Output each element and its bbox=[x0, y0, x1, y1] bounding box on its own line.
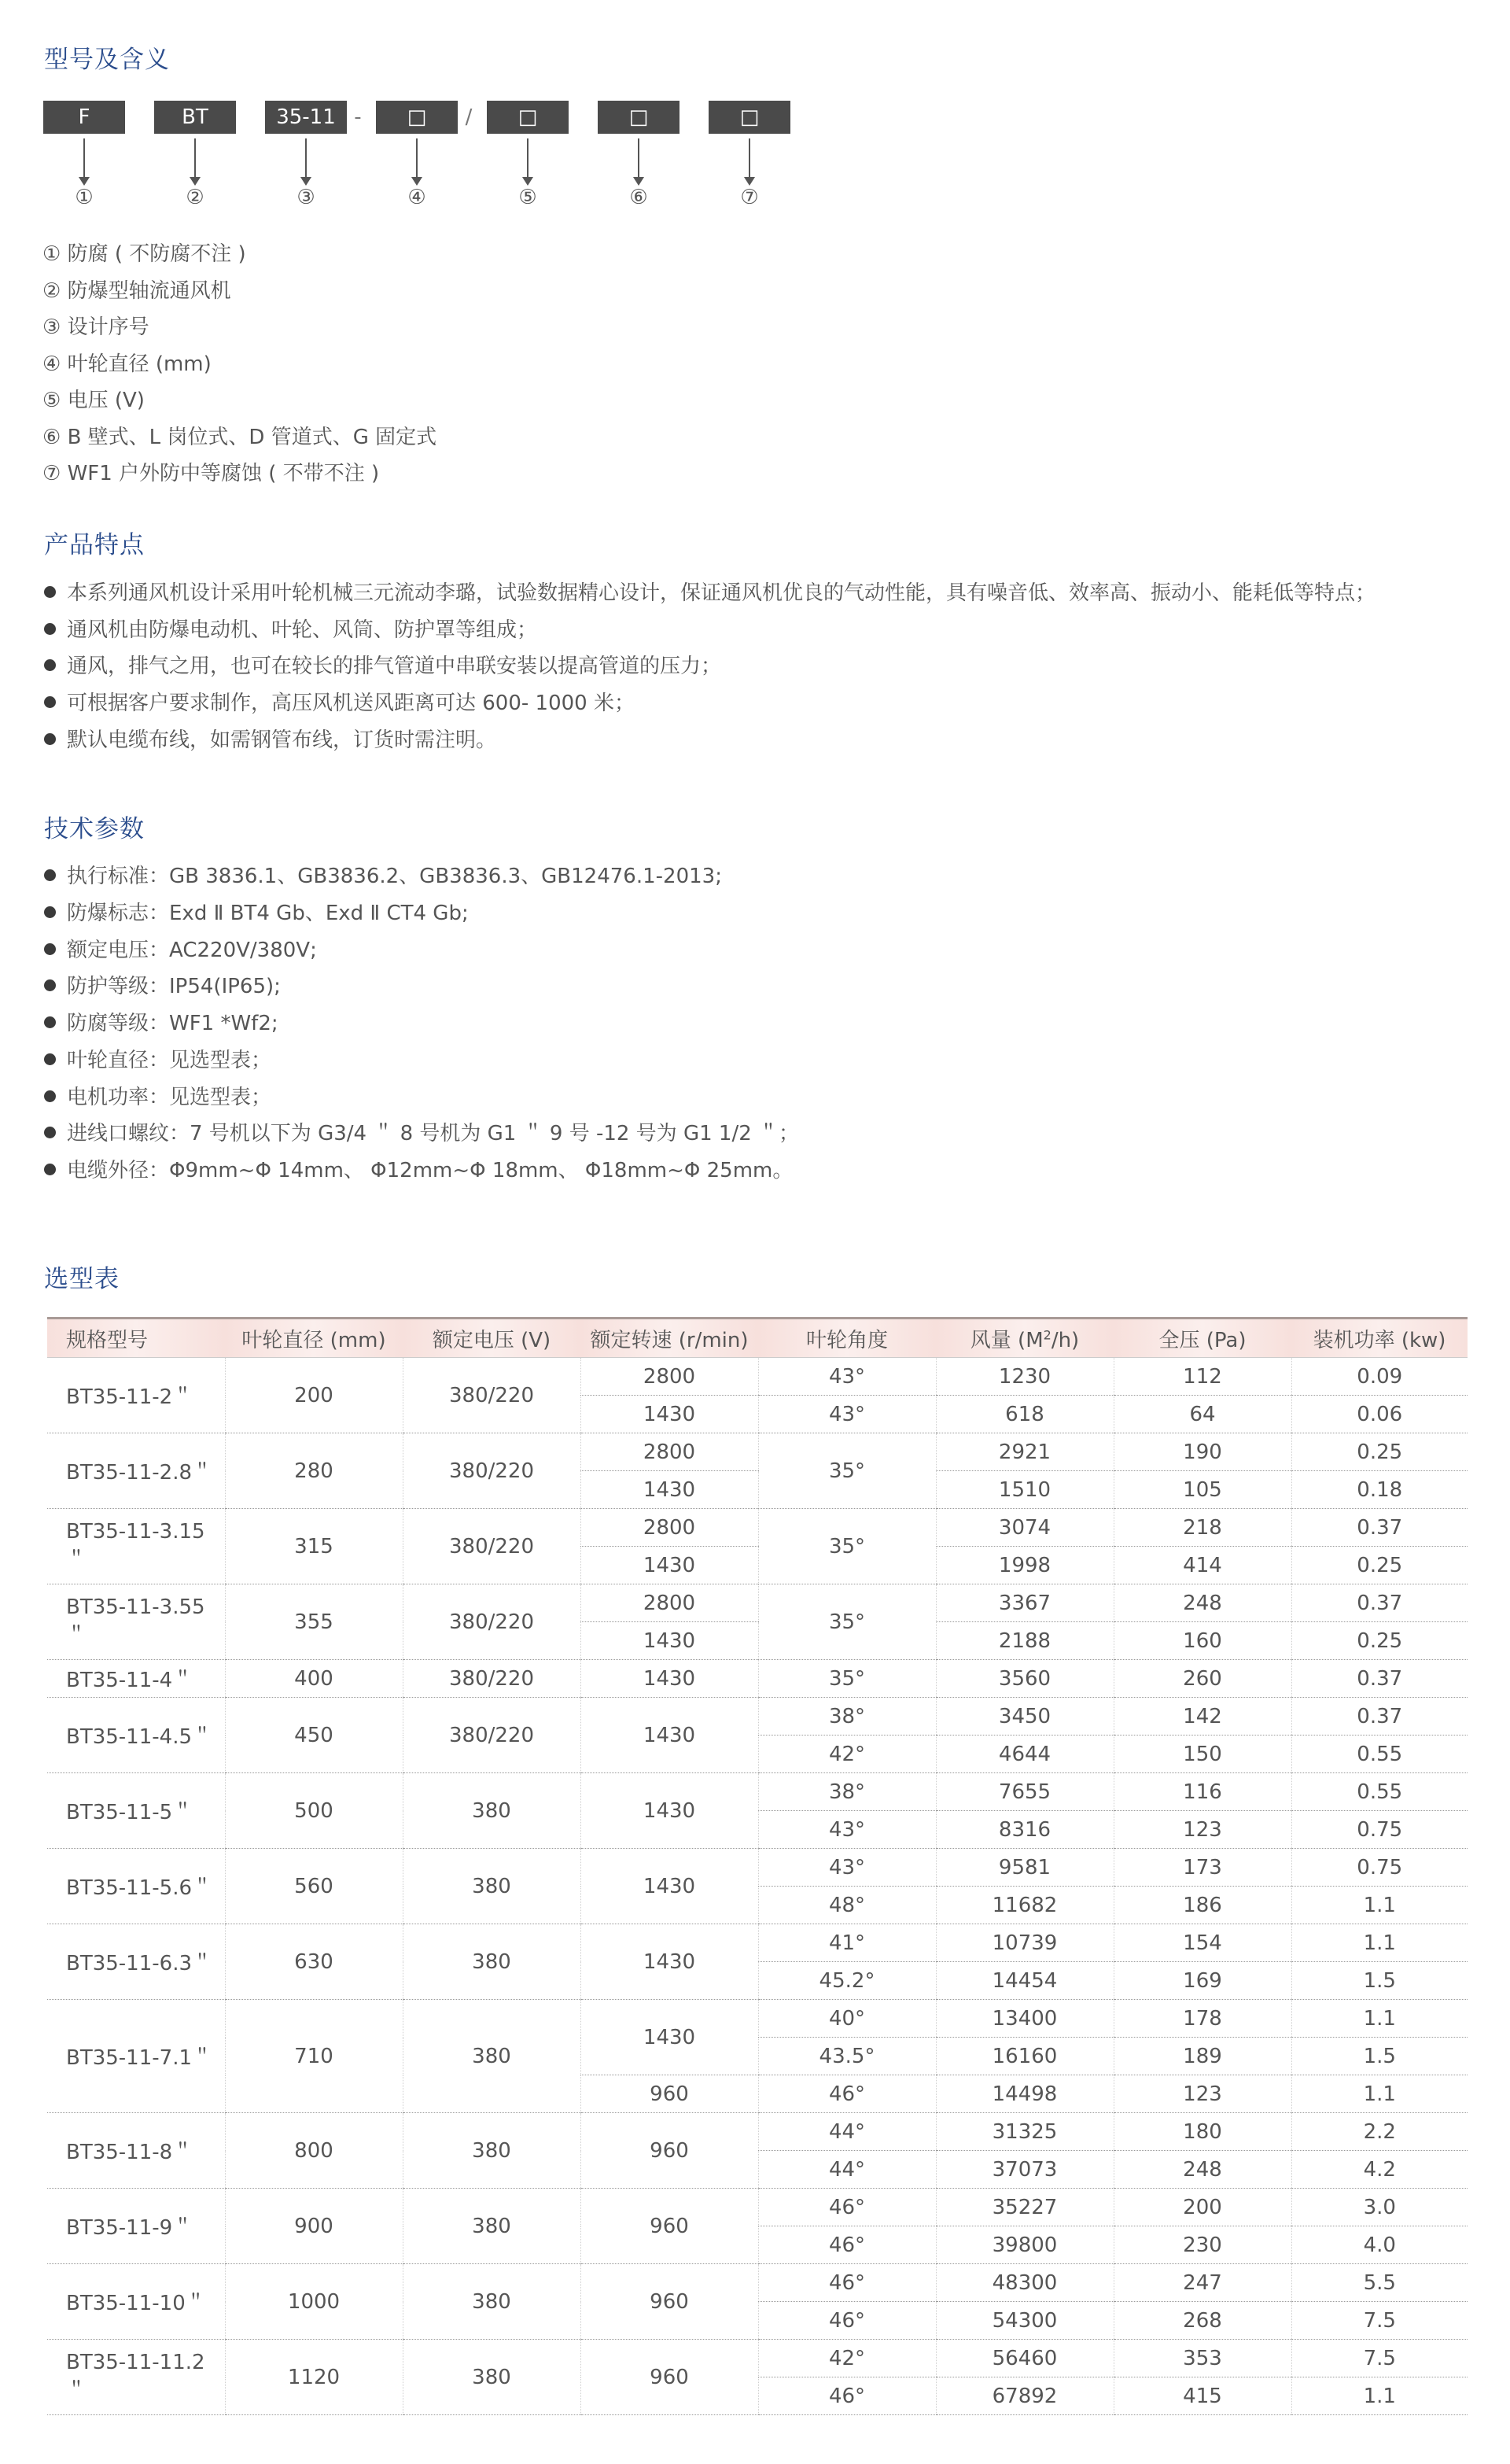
header-angle: 叶轮角度 bbox=[758, 1319, 936, 1358]
cell-model: BT35-11-6.3＂ bbox=[47, 1924, 225, 2000]
code-number: ③ bbox=[296, 186, 315, 209]
cell-pressure: 116 bbox=[1114, 1773, 1291, 1811]
cell-angle: 43° bbox=[758, 1811, 936, 1849]
table-row bbox=[47, 1584, 1468, 1622]
code-number: ④ bbox=[407, 186, 426, 209]
header-model: 规格型号 bbox=[47, 1319, 225, 1358]
cell-speed: 960 bbox=[580, 2340, 758, 2415]
cell-model: BT35-11-2＂ bbox=[47, 1358, 225, 1433]
spec-item: 额定电压：AC220V/380V; bbox=[44, 932, 799, 969]
cell-diameter: 800 bbox=[225, 2113, 403, 2189]
cell-airflow: 10739 bbox=[936, 1924, 1114, 1962]
cell-airflow: 56460 bbox=[936, 2340, 1114, 2377]
code-box-type: □ bbox=[598, 101, 680, 134]
spec-item: 电缆外径：Φ9mm~Φ 14mm、 Φ12mm~Φ 18mm、 Φ18mm~Φ 25mm。 bbox=[44, 1153, 799, 1190]
cell-voltage: 380/220 bbox=[403, 1433, 580, 1509]
cell-angle: 43° bbox=[758, 1358, 936, 1396]
cell-angle: 38° bbox=[758, 1698, 936, 1735]
cell-model: BT35-11-11.2＂ bbox=[47, 2340, 225, 2415]
cell-model: BT35-11-2.8＂ bbox=[47, 1433, 225, 1509]
header-voltage: 额定电压 (V) bbox=[403, 1319, 580, 1358]
cell-power: 7.5 bbox=[1291, 2340, 1468, 2377]
cell-pressure: 123 bbox=[1114, 2075, 1291, 2113]
cell-voltage: 380/220 bbox=[403, 1660, 580, 1698]
spec-item: 电机功率：见选型表； bbox=[44, 1079, 799, 1116]
table-row bbox=[47, 2189, 1468, 2226]
cell-pressure: 112 bbox=[1114, 1358, 1291, 1396]
cell-diameter: 710 bbox=[225, 2000, 403, 2113]
cell-angle: 41° bbox=[758, 1924, 936, 1962]
cell-voltage: 380 bbox=[403, 2340, 580, 2415]
cell-power: 0.37 bbox=[1291, 1660, 1468, 1698]
header-airflow bbox=[936, 1319, 1114, 1358]
cell-voltage: 380 bbox=[403, 2264, 580, 2340]
cell-airflow: 9581 bbox=[936, 1849, 1114, 1887]
cell-model: BT35-11-3.15＂ bbox=[47, 1509, 225, 1584]
meaning-item: ④ 叶轮直径 (mm) bbox=[42, 352, 212, 376]
cell-power: 0.09 bbox=[1291, 1358, 1468, 1396]
cell-pressure: 218 bbox=[1114, 1509, 1291, 1547]
cell-model: BT35-11-7.1＂ bbox=[47, 2000, 225, 2113]
cell-angle: 46° bbox=[758, 2264, 936, 2302]
down-arrow-icon bbox=[638, 138, 639, 178]
cell-airflow: 2188 bbox=[936, 1622, 1114, 1660]
cell-pressure: 105 bbox=[1114, 1471, 1291, 1509]
cell-voltage: 380 bbox=[403, 2000, 580, 2113]
cell-speed: 2800 bbox=[580, 1509, 758, 1547]
cell-pressure: 230 bbox=[1114, 2226, 1291, 2264]
code-number: ⑤ bbox=[518, 186, 537, 209]
table-row bbox=[47, 1358, 1468, 1396]
cell-model: BT35-11-8＂ bbox=[47, 2113, 225, 2189]
table-row bbox=[47, 1433, 1468, 1471]
cell-diameter: 1000 bbox=[225, 2264, 403, 2340]
cell-angle: 35° bbox=[758, 1509, 936, 1584]
cell-voltage: 380/220 bbox=[403, 1584, 580, 1660]
cell-diameter: 1120 bbox=[225, 2340, 403, 2415]
down-arrow-icon bbox=[83, 138, 85, 178]
cell-angle: 46° bbox=[758, 2075, 936, 2113]
cell-voltage: 380 bbox=[403, 2189, 580, 2264]
meaning-item: ⑦ WF1 户外防中等腐蚀 ( 不带不注 ) bbox=[42, 462, 380, 485]
header-diameter: 叶轮直径 (mm) bbox=[225, 1319, 403, 1358]
cell-power: 0.18 bbox=[1291, 1471, 1468, 1509]
cell-airflow: 35227 bbox=[936, 2189, 1114, 2226]
header-airflow-sup: 2 bbox=[1043, 1326, 1051, 1342]
cell-diameter: 315 bbox=[225, 1509, 403, 1584]
cell-power: 0.25 bbox=[1291, 1433, 1468, 1471]
table-row bbox=[47, 2340, 1468, 2377]
code-number: ② bbox=[186, 186, 204, 209]
spec-item: 防护等级：IP54(IP65); bbox=[44, 968, 799, 1005]
cell-pressure: 190 bbox=[1114, 1433, 1291, 1471]
code-number: ⑥ bbox=[629, 186, 648, 209]
cell-pressure: 248 bbox=[1114, 1584, 1291, 1622]
cell-airflow: 3074 bbox=[936, 1509, 1114, 1547]
feature-item: 本系列通风机设计采用叶轮机械三元流动李璐，试验数据精心设计，保证通风机优良的气动性能，具有噪音低、效率高、振动小、能耗低等特点； bbox=[44, 575, 1376, 612]
cell-speed: 2800 bbox=[580, 1584, 758, 1622]
cell-angle: 46° bbox=[758, 2189, 936, 2226]
selection-section-title: 选型表 bbox=[44, 1265, 120, 1293]
cell-airflow: 14454 bbox=[936, 1962, 1114, 2000]
model-section-title: 型号及含义 bbox=[44, 46, 170, 74]
cell-angle: 46° bbox=[758, 2302, 936, 2340]
cell-airflow: 11682 bbox=[936, 1887, 1114, 1924]
cell-pressure: 353 bbox=[1114, 2340, 1291, 2377]
code-box-f: F bbox=[43, 101, 125, 134]
cell-speed: 1430 bbox=[580, 1622, 758, 1660]
cell-power: 4.2 bbox=[1291, 2151, 1468, 2189]
cell-angle: 43° bbox=[758, 1849, 936, 1887]
cell-voltage: 380 bbox=[403, 1773, 580, 1849]
cell-pressure: 173 bbox=[1114, 1849, 1291, 1887]
tech-spec-list bbox=[44, 858, 799, 1190]
cell-pressure: 64 bbox=[1114, 1396, 1291, 1433]
cell-power: 1.1 bbox=[1291, 1887, 1468, 1924]
cell-angle: 42° bbox=[758, 1735, 936, 1773]
spec-item: 防腐等级：WF1 *Wf2; bbox=[44, 1005, 799, 1042]
cell-model: BT35-11-9＂ bbox=[47, 2189, 225, 2264]
spec-item: 执行标准：GB 3836.1、GB3836.2、GB3836.3、GB12476.1-2013; bbox=[44, 858, 799, 895]
cell-pressure: 180 bbox=[1114, 2113, 1291, 2151]
cell-angle: 35° bbox=[758, 1584, 936, 1660]
cell-airflow: 7655 bbox=[936, 1773, 1114, 1811]
cell-airflow: 31325 bbox=[936, 2113, 1114, 2151]
cell-pressure: 178 bbox=[1114, 2000, 1291, 2038]
cell-speed: 960 bbox=[580, 2189, 758, 2264]
cell-airflow: 1230 bbox=[936, 1358, 1114, 1396]
cell-angle: 46° bbox=[758, 2226, 936, 2264]
cell-voltage: 380 bbox=[403, 1849, 580, 1924]
cell-airflow: 2921 bbox=[936, 1433, 1114, 1471]
cell-airflow: 16160 bbox=[936, 2038, 1114, 2075]
header-speed: 额定转速 (r/min) bbox=[580, 1319, 758, 1358]
cell-power: 1.1 bbox=[1291, 2000, 1468, 2038]
cell-pressure: 415 bbox=[1114, 2377, 1291, 2415]
table-row bbox=[47, 1509, 1468, 1547]
cell-angle: 42° bbox=[758, 2340, 936, 2377]
table-row bbox=[47, 2264, 1468, 2302]
code-separator-dash: - bbox=[354, 105, 362, 129]
cell-diameter: 630 bbox=[225, 1924, 403, 2000]
cell-angle: 44° bbox=[758, 2151, 936, 2189]
cell-pressure: 200 bbox=[1114, 2189, 1291, 2226]
cell-airflow: 8316 bbox=[936, 1811, 1114, 1849]
cell-airflow: 1510 bbox=[936, 1471, 1114, 1509]
table-row bbox=[47, 1660, 1468, 1698]
cell-power: 1.1 bbox=[1291, 2075, 1468, 2113]
cell-angle: 46° bbox=[758, 2377, 936, 2415]
cell-speed: 960 bbox=[580, 2075, 758, 2113]
meaning-item: ⑤ 电压 (V) bbox=[42, 389, 145, 412]
cell-diameter: 280 bbox=[225, 1433, 403, 1509]
meaning-item: ② 防爆型轴流通风机 bbox=[42, 278, 231, 303]
cell-diameter: 560 bbox=[225, 1849, 403, 1924]
cell-diameter: 400 bbox=[225, 1660, 403, 1698]
meaning-item: ③ 设计序号 bbox=[42, 315, 149, 339]
cell-pressure: 189 bbox=[1114, 2038, 1291, 2075]
cell-airflow: 48300 bbox=[936, 2264, 1114, 2302]
cell-power: 0.37 bbox=[1291, 1509, 1468, 1547]
table-row bbox=[47, 1849, 1468, 1887]
cell-pressure: 414 bbox=[1114, 1547, 1291, 1584]
cell-power: 0.75 bbox=[1291, 1849, 1468, 1887]
cell-airflow: 4644 bbox=[936, 1735, 1114, 1773]
cell-airflow: 3367 bbox=[936, 1584, 1114, 1622]
cell-voltage: 380/220 bbox=[403, 1509, 580, 1584]
cell-pressure: 160 bbox=[1114, 1622, 1291, 1660]
code-number: ① bbox=[75, 186, 94, 209]
code-box-series: 35-11 bbox=[265, 101, 347, 134]
code-box-voltage: □ bbox=[487, 101, 569, 134]
cell-power: 1.5 bbox=[1291, 2038, 1468, 2075]
features-list bbox=[44, 575, 1376, 758]
code-box-diameter: □ bbox=[376, 101, 458, 134]
cell-angle: 38° bbox=[758, 1773, 936, 1811]
cell-model: BT35-11-5.6＂ bbox=[47, 1849, 225, 1924]
cell-angle: 43° bbox=[758, 1396, 936, 1433]
cell-power: 2.2 bbox=[1291, 2113, 1468, 2151]
meaning-item: ⑥ B 壁式、L 岗位式、D 管道式、G 固定式 bbox=[42, 425, 437, 449]
cell-airflow: 618 bbox=[936, 1396, 1114, 1433]
table-row bbox=[47, 2000, 1468, 2038]
tech-section-title: 技术参数 bbox=[44, 815, 145, 843]
down-arrow-icon bbox=[194, 138, 196, 178]
cell-airflow: 3450 bbox=[936, 1698, 1114, 1735]
cell-speed: 2800 bbox=[580, 1433, 758, 1471]
cell-angle: 43.5° bbox=[758, 2038, 936, 2075]
down-arrow-icon bbox=[749, 138, 750, 178]
cell-diameter: 500 bbox=[225, 1773, 403, 1849]
cell-speed: 2800 bbox=[580, 1358, 758, 1396]
cell-airflow: 54300 bbox=[936, 2302, 1114, 2340]
table-header-row bbox=[47, 1319, 1468, 1358]
cell-power: 0.37 bbox=[1291, 1698, 1468, 1735]
cell-pressure: 247 bbox=[1114, 2264, 1291, 2302]
cell-power: 1.1 bbox=[1291, 1924, 1468, 1962]
cell-pressure: 123 bbox=[1114, 1811, 1291, 1849]
code-box-corrosion: □ bbox=[709, 101, 790, 134]
cell-voltage: 380/220 bbox=[403, 1358, 580, 1433]
cell-power: 4.0 bbox=[1291, 2226, 1468, 2264]
cell-diameter: 900 bbox=[225, 2189, 403, 2264]
cell-power: 1.1 bbox=[1291, 2377, 1468, 2415]
cell-diameter: 200 bbox=[225, 1358, 403, 1433]
down-arrow-icon bbox=[305, 138, 307, 178]
header-pressure: 全压 (Pa) bbox=[1114, 1319, 1291, 1358]
cell-angle: 40° bbox=[758, 2000, 936, 2038]
cell-pressure: 150 bbox=[1114, 1735, 1291, 1773]
features-section-title: 产品特点 bbox=[44, 531, 145, 559]
selection-table bbox=[47, 1317, 1468, 2415]
cell-speed: 1430 bbox=[580, 1471, 758, 1509]
feature-item: 通风机由防爆电动机、叶轮、风筒、防护罩等组成； bbox=[44, 612, 1376, 649]
cell-speed: 960 bbox=[580, 2264, 758, 2340]
table-body bbox=[47, 1358, 1468, 2415]
cell-pressure: 169 bbox=[1114, 1962, 1291, 2000]
header-airflow-prefix: 风量 (M bbox=[970, 1328, 1044, 1352]
meaning-item: ① 防腐 ( 不防腐不注 ) bbox=[42, 242, 246, 266]
cell-angle: 35° bbox=[758, 1660, 936, 1698]
cell-speed: 1430 bbox=[580, 1924, 758, 2000]
cell-airflow: 67892 bbox=[936, 2377, 1114, 2415]
cell-speed: 1430 bbox=[580, 1849, 758, 1924]
cell-pressure: 268 bbox=[1114, 2302, 1291, 2340]
cell-diameter: 450 bbox=[225, 1698, 403, 1773]
cell-speed: 1430 bbox=[580, 1547, 758, 1584]
cell-power: 0.25 bbox=[1291, 1622, 1468, 1660]
cell-voltage: 380/220 bbox=[403, 1698, 580, 1773]
cell-speed: 1430 bbox=[580, 1773, 758, 1849]
table-row bbox=[47, 2113, 1468, 2151]
cell-power: 0.06 bbox=[1291, 1396, 1468, 1433]
cell-airflow: 13400 bbox=[936, 2000, 1114, 2038]
table-row bbox=[47, 1773, 1468, 1811]
feature-item: 通风，排气之用，也可在较长的排气管道中串联安装以提高管道的压力； bbox=[44, 648, 1376, 685]
spec-item: 叶轮直径：见选型表； bbox=[44, 1042, 799, 1079]
spec-item: 防爆标志：Exd Ⅱ BT4 Gb、Exd Ⅱ CT4 Gb; bbox=[44, 895, 799, 932]
cell-airflow: 37073 bbox=[936, 2151, 1114, 2189]
cell-power: 7.5 bbox=[1291, 2302, 1468, 2340]
cell-angle: 44° bbox=[758, 2113, 936, 2151]
cell-angle: 35° bbox=[758, 1433, 936, 1509]
cell-power: 5.5 bbox=[1291, 2264, 1468, 2302]
code-box-bt: BT bbox=[154, 101, 236, 134]
cell-diameter: 355 bbox=[225, 1584, 403, 1660]
cell-speed: 1430 bbox=[580, 1660, 758, 1698]
cell-speed: 1430 bbox=[580, 1698, 758, 1773]
feature-item: 默认电缆布线，如需钢管布线，订货时需注明。 bbox=[44, 722, 1376, 759]
cell-pressure: 142 bbox=[1114, 1698, 1291, 1735]
cell-model: BT35-11-3.55＂ bbox=[47, 1584, 225, 1660]
table-row bbox=[47, 1924, 1468, 1962]
cell-voltage: 380 bbox=[403, 2113, 580, 2189]
cell-voltage: 380 bbox=[403, 1924, 580, 2000]
cell-power: 0.55 bbox=[1291, 1735, 1468, 1773]
cell-pressure: 248 bbox=[1114, 2151, 1291, 2189]
table-row bbox=[47, 1698, 1468, 1735]
cell-speed: 1430 bbox=[580, 1396, 758, 1433]
cell-pressure: 186 bbox=[1114, 1887, 1291, 1924]
feature-item: 可根据客户要求制作，高压风机送风距离可达 600- 1000 米； bbox=[44, 685, 1376, 722]
meaning-list bbox=[42, 236, 436, 492]
cell-model: BT35-11-4.5＂ bbox=[47, 1698, 225, 1773]
down-arrow-icon bbox=[527, 138, 528, 178]
cell-airflow: 39800 bbox=[936, 2226, 1114, 2264]
header-airflow-suffix: /h) bbox=[1051, 1328, 1080, 1352]
cell-speed: 960 bbox=[580, 2113, 758, 2189]
cell-angle: 45.2° bbox=[758, 1962, 936, 2000]
cell-power: 0.25 bbox=[1291, 1547, 1468, 1584]
code-separator-slash: / bbox=[465, 105, 473, 129]
down-arrow-icon bbox=[416, 138, 418, 178]
cell-power: 1.5 bbox=[1291, 1962, 1468, 2000]
cell-model: BT35-11-5＂ bbox=[47, 1773, 225, 1849]
cell-power: 0.75 bbox=[1291, 1811, 1468, 1849]
header-power: 装机功率 (kw) bbox=[1291, 1319, 1468, 1358]
cell-angle: 48° bbox=[758, 1887, 936, 1924]
cell-airflow: 3560 bbox=[936, 1660, 1114, 1698]
cell-pressure: 154 bbox=[1114, 1924, 1291, 1962]
cell-power: 0.55 bbox=[1291, 1773, 1468, 1811]
cell-airflow: 14498 bbox=[936, 2075, 1114, 2113]
cell-power: 3.0 bbox=[1291, 2189, 1468, 2226]
code-number: ⑦ bbox=[740, 186, 759, 209]
cell-model: BT35-11-4＂ bbox=[47, 1660, 225, 1698]
cell-speed: 1430 bbox=[580, 2000, 758, 2075]
cell-model: BT35-11-10＂ bbox=[47, 2264, 225, 2340]
spec-item: 进线口螺纹：7 号机以下为 G3/4 ＂ 8 号机为 G1 ＂ 9 号 -12 号为 G1 1/2 ＂； bbox=[44, 1116, 799, 1153]
cell-pressure: 260 bbox=[1114, 1660, 1291, 1698]
cell-power: 0.37 bbox=[1291, 1584, 1468, 1622]
cell-airflow: 1998 bbox=[936, 1547, 1114, 1584]
